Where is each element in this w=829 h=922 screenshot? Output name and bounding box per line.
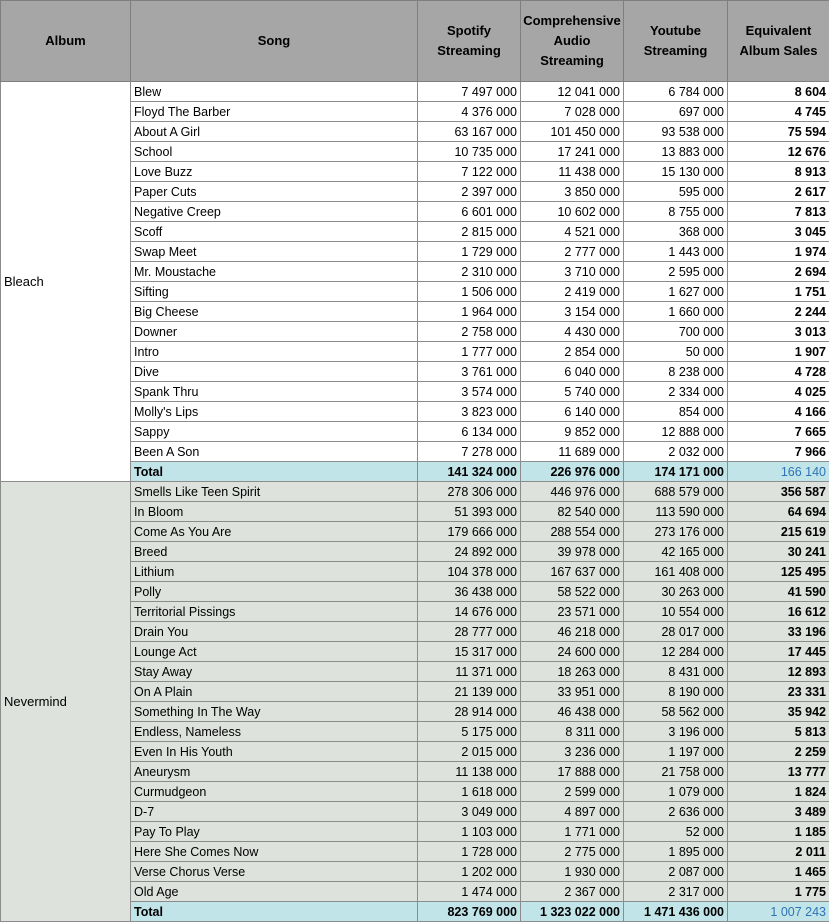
spotify-streams: 4 376 000 (418, 102, 521, 122)
cas-streams: 24 600 000 (521, 642, 624, 662)
cas-streams: 2 777 000 (521, 242, 624, 262)
cas-streams: 33 951 000 (521, 682, 624, 702)
equivalent-album-sales: 1 974 (728, 242, 829, 262)
youtube-streams: 6 784 000 (624, 82, 728, 102)
spotify-streams: 1 506 000 (418, 282, 521, 302)
cas-streams: 12 041 000 (521, 82, 624, 102)
header-song: Song (131, 1, 418, 82)
equivalent-album-sales: 7 813 (728, 202, 829, 222)
spotify-streams: 1 474 000 (418, 882, 521, 902)
song-name: About A Girl (131, 122, 418, 142)
youtube-streams: 1 660 000 (624, 302, 728, 322)
song-name: Spank Thru (131, 382, 418, 402)
equivalent-album-sales: 4 728 (728, 362, 829, 382)
song-name: Sifting (131, 282, 418, 302)
song-name: D-7 (131, 802, 418, 822)
spotify-streams: 3 761 000 (418, 362, 521, 382)
youtube-streams: 12 284 000 (624, 642, 728, 662)
spotify-streams: 1 202 000 (418, 862, 521, 882)
youtube-streams: 13 883 000 (624, 142, 728, 162)
song-name: Drain You (131, 622, 418, 642)
song-name: Negative Creep (131, 202, 418, 222)
cas-streams: 46 438 000 (521, 702, 624, 722)
spotify-streams: 1 777 000 (418, 342, 521, 362)
youtube-streams: 697 000 (624, 102, 728, 122)
cas-streams: 39 978 000 (521, 542, 624, 562)
spotify-streams: 28 914 000 (418, 702, 521, 722)
cas-streams: 58 522 000 (521, 582, 624, 602)
equivalent-album-sales: 4 745 (728, 102, 829, 122)
spotify-streams: 104 378 000 (418, 562, 521, 582)
song-name: Breed (131, 542, 418, 562)
equivalent-album-sales: 2 011 (728, 842, 829, 862)
spotify-streams: 63 167 000 (418, 122, 521, 142)
equivalent-album-sales: 35 942 (728, 702, 829, 722)
youtube-streams: 854 000 (624, 402, 728, 422)
spotify-streams: 10 735 000 (418, 142, 521, 162)
equivalent-album-sales: 125 495 (728, 562, 829, 582)
equivalent-album-sales: 1 824 (728, 782, 829, 802)
song-name: Come As You Are (131, 522, 418, 542)
spotify-streams: 11 371 000 (418, 662, 521, 682)
total-youtube: 1 471 436 000 (624, 902, 728, 922)
equivalent-album-sales: 75 594 (728, 122, 829, 142)
header-album: Album (1, 1, 131, 82)
cas-streams: 1 930 000 (521, 862, 624, 882)
youtube-streams: 42 165 000 (624, 542, 728, 562)
song-name: Big Cheese (131, 302, 418, 322)
song-name: Here She Comes Now (131, 842, 418, 862)
youtube-streams: 368 000 (624, 222, 728, 242)
youtube-streams: 52 000 (624, 822, 728, 842)
equivalent-album-sales: 2 617 (728, 182, 829, 202)
equivalent-album-sales: 2 694 (728, 262, 829, 282)
cas-streams: 10 602 000 (521, 202, 624, 222)
equivalent-album-sales: 33 196 (728, 622, 829, 642)
youtube-streams: 700 000 (624, 322, 728, 342)
spotify-streams: 1 729 000 (418, 242, 521, 262)
cas-streams: 11 438 000 (521, 162, 624, 182)
equivalent-album-sales: 2 244 (728, 302, 829, 322)
song-name: Lounge Act (131, 642, 418, 662)
equivalent-album-sales: 4 025 (728, 382, 829, 402)
spotify-streams: 24 892 000 (418, 542, 521, 562)
total-cas: 226 976 000 (521, 462, 624, 482)
spotify-streams: 7 278 000 (418, 442, 521, 462)
spotify-streams: 2 310 000 (418, 262, 521, 282)
spotify-streams: 1 618 000 (418, 782, 521, 802)
youtube-streams: 3 196 000 (624, 722, 728, 742)
header-spotify: Spotify Streaming (418, 1, 521, 82)
equivalent-album-sales: 23 331 (728, 682, 829, 702)
header-cas: Comprehensive Audio Streaming (521, 1, 624, 82)
total-label: Total (131, 462, 418, 482)
youtube-streams: 273 176 000 (624, 522, 728, 542)
equivalent-album-sales: 30 241 (728, 542, 829, 562)
song-name: Stay Away (131, 662, 418, 682)
song-name: Pay To Play (131, 822, 418, 842)
total-label: Total (131, 902, 418, 922)
equivalent-album-sales: 12 676 (728, 142, 829, 162)
cas-streams: 446 976 000 (521, 482, 624, 502)
youtube-streams: 113 590 000 (624, 502, 728, 522)
spotify-streams: 1 728 000 (418, 842, 521, 862)
cas-streams: 8 311 000 (521, 722, 624, 742)
cas-streams: 11 689 000 (521, 442, 624, 462)
spotify-streams: 51 393 000 (418, 502, 521, 522)
song-name: On A Plain (131, 682, 418, 702)
cas-streams: 82 540 000 (521, 502, 624, 522)
spotify-streams: 1 964 000 (418, 302, 521, 322)
spotify-streams: 14 676 000 (418, 602, 521, 622)
total-spotify: 141 324 000 (418, 462, 521, 482)
cas-streams: 2 775 000 (521, 842, 624, 862)
equivalent-album-sales: 7 665 (728, 422, 829, 442)
youtube-streams: 30 263 000 (624, 582, 728, 602)
equivalent-album-sales: 8 604 (728, 82, 829, 102)
equivalent-album-sales: 1 907 (728, 342, 829, 362)
song-name: Endless, Nameless (131, 722, 418, 742)
cas-streams: 5 740 000 (521, 382, 624, 402)
song-name: Swap Meet (131, 242, 418, 262)
song-name: Blew (131, 82, 418, 102)
equivalent-album-sales: 1 185 (728, 822, 829, 842)
youtube-streams: 8 431 000 (624, 662, 728, 682)
spotify-streams: 11 138 000 (418, 762, 521, 782)
youtube-streams: 2 334 000 (624, 382, 728, 402)
youtube-streams: 10 554 000 (624, 602, 728, 622)
total-cas: 1 323 022 000 (521, 902, 624, 922)
song-name: Paper Cuts (131, 182, 418, 202)
table-row (1, 482, 829, 502)
spotify-streams: 2 015 000 (418, 742, 521, 762)
song-name: Dive (131, 362, 418, 382)
equivalent-album-sales: 41 590 (728, 582, 829, 602)
equivalent-album-sales: 12 893 (728, 662, 829, 682)
youtube-streams: 21 758 000 (624, 762, 728, 782)
youtube-streams: 2 636 000 (624, 802, 728, 822)
song-name: Love Buzz (131, 162, 418, 182)
equivalent-album-sales: 5 813 (728, 722, 829, 742)
equivalent-album-sales: 4 166 (728, 402, 829, 422)
cas-streams: 2 854 000 (521, 342, 624, 362)
youtube-streams: 161 408 000 (624, 562, 728, 582)
total-youtube: 174 171 000 (624, 462, 728, 482)
cas-streams: 9 852 000 (521, 422, 624, 442)
youtube-streams: 2 087 000 (624, 862, 728, 882)
song-name: Aneurysm (131, 762, 418, 782)
youtube-streams: 8 190 000 (624, 682, 728, 702)
spotify-streams: 7 497 000 (418, 82, 521, 102)
youtube-streams: 50 000 (624, 342, 728, 362)
equivalent-album-sales: 1 775 (728, 882, 829, 902)
song-name: Old Age (131, 882, 418, 902)
spotify-streams: 2 758 000 (418, 322, 521, 342)
cas-streams: 3 850 000 (521, 182, 624, 202)
cas-streams: 46 218 000 (521, 622, 624, 642)
equivalent-album-sales: 2 259 (728, 742, 829, 762)
spotify-streams: 179 666 000 (418, 522, 521, 542)
equivalent-album-sales: 16 612 (728, 602, 829, 622)
song-name: Verse Chorus Verse (131, 862, 418, 882)
cas-streams: 4 897 000 (521, 802, 624, 822)
youtube-streams: 1 627 000 (624, 282, 728, 302)
spotify-streams: 2 815 000 (418, 222, 521, 242)
cas-streams: 17 888 000 (521, 762, 624, 782)
equivalent-album-sales: 1 465 (728, 862, 829, 882)
song-name: Territorial Pissings (131, 602, 418, 622)
youtube-streams: 8 238 000 (624, 362, 728, 382)
equivalent-album-sales: 64 694 (728, 502, 829, 522)
equivalent-album-sales: 356 587 (728, 482, 829, 502)
header-eas: Equivalent Album Sales (728, 1, 829, 82)
table-row (1, 82, 829, 102)
youtube-streams: 28 017 000 (624, 622, 728, 642)
equivalent-album-sales: 3 489 (728, 802, 829, 822)
equivalent-album-sales: 215 619 (728, 522, 829, 542)
album-name: Nevermind (1, 482, 131, 922)
cas-streams: 167 637 000 (521, 562, 624, 582)
song-name: Intro (131, 342, 418, 362)
spotify-streams: 28 777 000 (418, 622, 521, 642)
cas-streams: 2 419 000 (521, 282, 624, 302)
spotify-streams: 3 049 000 (418, 802, 521, 822)
song-name: Molly's Lips (131, 402, 418, 422)
total-eas: 1 007 243 (728, 902, 829, 922)
youtube-streams: 1 443 000 (624, 242, 728, 262)
youtube-streams: 93 538 000 (624, 122, 728, 142)
spotify-streams: 15 317 000 (418, 642, 521, 662)
song-name: Something In The Way (131, 702, 418, 722)
equivalent-album-sales: 3 045 (728, 222, 829, 242)
spotify-streams: 6 601 000 (418, 202, 521, 222)
song-name: Floyd The Barber (131, 102, 418, 122)
spotify-streams: 7 122 000 (418, 162, 521, 182)
cas-streams: 4 521 000 (521, 222, 624, 242)
cas-streams: 23 571 000 (521, 602, 624, 622)
spotify-streams: 36 438 000 (418, 582, 521, 602)
youtube-streams: 8 755 000 (624, 202, 728, 222)
song-name: Polly (131, 582, 418, 602)
spotify-streams: 21 139 000 (418, 682, 521, 702)
youtube-streams: 1 895 000 (624, 842, 728, 862)
youtube-streams: 1 197 000 (624, 742, 728, 762)
equivalent-album-sales: 3 013 (728, 322, 829, 342)
youtube-streams: 2 032 000 (624, 442, 728, 462)
cas-streams: 3 154 000 (521, 302, 624, 322)
youtube-streams: 58 562 000 (624, 702, 728, 722)
cas-streams: 1 771 000 (521, 822, 624, 842)
youtube-streams: 595 000 (624, 182, 728, 202)
equivalent-album-sales: 17 445 (728, 642, 829, 662)
youtube-streams: 1 079 000 (624, 782, 728, 802)
equivalent-album-sales: 13 777 (728, 762, 829, 782)
equivalent-album-sales: 7 966 (728, 442, 829, 462)
song-name: Lithium (131, 562, 418, 582)
youtube-streams: 15 130 000 (624, 162, 728, 182)
album-name: Bleach (1, 82, 131, 482)
song-name: Curmudgeon (131, 782, 418, 802)
spotify-streams: 278 306 000 (418, 482, 521, 502)
equivalent-album-sales: 8 913 (728, 162, 829, 182)
cas-streams: 18 263 000 (521, 662, 624, 682)
cas-streams: 2 599 000 (521, 782, 624, 802)
equivalent-album-sales: 1 751 (728, 282, 829, 302)
cas-streams: 101 450 000 (521, 122, 624, 142)
cas-streams: 6 040 000 (521, 362, 624, 382)
cas-streams: 4 430 000 (521, 322, 624, 342)
youtube-streams: 688 579 000 (624, 482, 728, 502)
header-youtube: Youtube Streaming (624, 1, 728, 82)
song-name: Smells Like Teen Spirit (131, 482, 418, 502)
cas-streams: 288 554 000 (521, 522, 624, 542)
youtube-streams: 2 595 000 (624, 262, 728, 282)
total-spotify: 823 769 000 (418, 902, 521, 922)
cas-streams: 3 236 000 (521, 742, 624, 762)
youtube-streams: 2 317 000 (624, 882, 728, 902)
cas-streams: 6 140 000 (521, 402, 624, 422)
cas-streams: 3 710 000 (521, 262, 624, 282)
youtube-streams: 12 888 000 (624, 422, 728, 442)
song-name: Sappy (131, 422, 418, 442)
total-eas: 166 140 (728, 462, 829, 482)
song-name: Scoff (131, 222, 418, 242)
song-name: School (131, 142, 418, 162)
header-row (1, 1, 829, 82)
song-name: Even In His Youth (131, 742, 418, 762)
song-name: In Bloom (131, 502, 418, 522)
song-name: Downer (131, 322, 418, 342)
song-name: Been A Son (131, 442, 418, 462)
spotify-streams: 3 823 000 (418, 402, 521, 422)
spotify-streams: 2 397 000 (418, 182, 521, 202)
spotify-streams: 3 574 000 (418, 382, 521, 402)
spotify-streams: 6 134 000 (418, 422, 521, 442)
cas-streams: 17 241 000 (521, 142, 624, 162)
cas-streams: 2 367 000 (521, 882, 624, 902)
cas-streams: 7 028 000 (521, 102, 624, 122)
song-name: Mr. Moustache (131, 262, 418, 282)
spotify-streams: 1 103 000 (418, 822, 521, 842)
spotify-streams: 5 175 000 (418, 722, 521, 742)
